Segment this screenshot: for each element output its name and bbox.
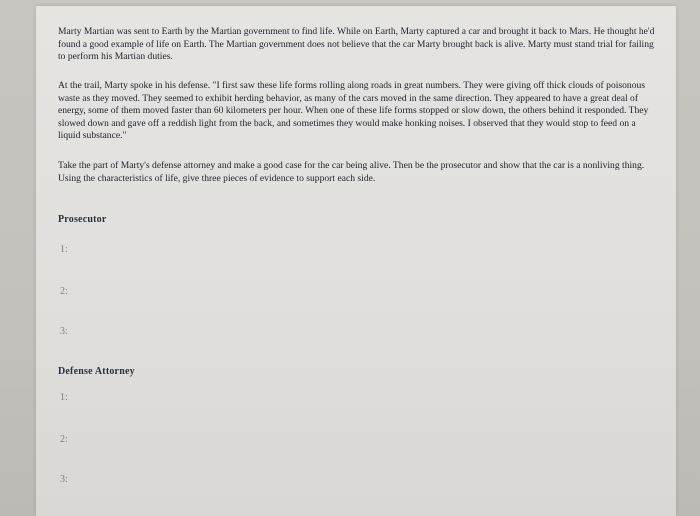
prosecutor-answer-2[interactable]: 2: bbox=[60, 286, 68, 297]
worksheet-page bbox=[36, 6, 676, 516]
defense-answer-1[interactable]: 1: bbox=[60, 392, 68, 403]
defense-answer-2[interactable]: 2: bbox=[60, 434, 68, 445]
story-paragraph-intro: Marty Martian was sent to Earth by the Martian government to find life. While on Earth, Marty captured a car and brought it back to Mars. He thought he'd found a good example of life on Earth. The Martian government does not believe that the car Marty brought back is alive. Marty must stand trial for failing to perform his Martian duties. bbox=[58, 26, 655, 63]
prosecutor-answer-1[interactable]: 1: bbox=[60, 244, 68, 255]
defense-answer-3[interactable]: 3: bbox=[60, 474, 68, 485]
instructions-paragraph: Take the part of Marty's defense attorney and make a good case for the car being alive. Then be the prosecutor and show that the car is a nonliving thing. Using the characteristics of life, give three pieces of evidence to support each side. bbox=[58, 160, 645, 184]
defense-heading: Defense Attorney bbox=[58, 366, 135, 377]
story-paragraph-trial: At the trail, Marty spoke in his defense. "I first saw these life forms rolling along roads in great numbers. They were giving off thick clouds of poisonous waste as they moved. They seemed to exhibit herding behavior, as many of the cars moved in the same direction. They appeared to have a great deal of energy, some of them moved faster than 60 kilometers per hour. When one of these life forms stopped or slow down, the others behind it responded. They slowed down and gave off a reddish light from the back, and sometimes they would make honking noises. I observed that they would stop to feed on a liquid substance." bbox=[58, 80, 649, 142]
prosecutor-answer-3[interactable]: 3: bbox=[60, 326, 68, 337]
prosecutor-heading: Prosecutor bbox=[58, 214, 107, 225]
